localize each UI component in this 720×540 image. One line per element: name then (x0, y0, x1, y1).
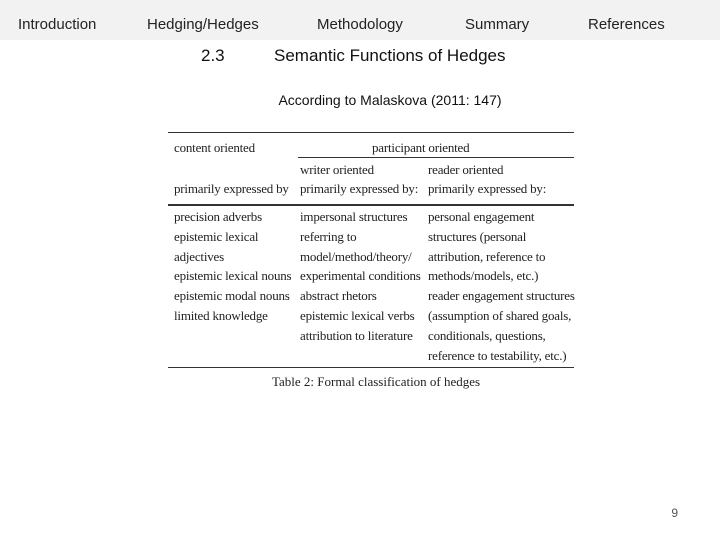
expressed-by-writer: primarily expressed by: (300, 181, 419, 196)
table-cell: reference to testability, etc.) (428, 347, 567, 363)
header-participant-oriented: participant oriented (372, 140, 470, 155)
hedges-classification-table (168, 130, 574, 400)
table-bottom-rule (168, 367, 574, 368)
table-cell: referring to (300, 228, 357, 244)
nav-item-methodology[interactable]: Methodology (317, 16, 403, 33)
table-cell: reader engagement structures (428, 288, 575, 304)
table-cell: attribution to literature (300, 327, 413, 343)
nav-item-introduction[interactable]: Introduction (18, 16, 97, 33)
table-cell: model/method/theory/ (300, 248, 412, 264)
nav-item-hedging[interactable]: Hedging/Hedges (147, 16, 259, 33)
table-cell: epistemic lexical nouns (174, 268, 292, 284)
expressed-by-content: primarily expressed by (174, 181, 289, 196)
nav-item-summary[interactable]: Summary (465, 16, 530, 33)
content-oriented-column (174, 207, 291, 326)
table-cell: epistemic lexical verbs (300, 307, 415, 323)
table-cell: abstract rhetors (300, 288, 377, 304)
table-cell: precision adverbs (174, 209, 262, 224)
page-number: 9 (671, 506, 678, 520)
subheader-writer-oriented: writer oriented (300, 162, 374, 177)
table-cell: epistemic modal nouns (174, 288, 290, 304)
table-caption: Table 2: Formal classification of hedges (272, 374, 481, 389)
table-cell: (assumption of shared goals, (428, 307, 572, 323)
table-cell: structures (personal (428, 228, 527, 244)
table-cell: experimental conditions (300, 268, 421, 284)
writer-oriented-column (300, 207, 421, 346)
table-cell: limited knowledge (174, 307, 268, 323)
subheader-reader-oriented: reader oriented (428, 162, 504, 177)
table-cell: impersonal structures (300, 209, 408, 224)
header-content-oriented: content oriented (174, 140, 255, 155)
participant-rule (298, 157, 574, 158)
table-cell: attribution, reference to (428, 248, 546, 264)
section-number: 2.3 (201, 46, 225, 65)
table-cell: adjectives (174, 248, 224, 264)
reader-oriented-column (428, 207, 575, 365)
top-navigation-bar (0, 0, 720, 40)
table-cell: epistemic lexical (174, 228, 259, 244)
table-top-rule (168, 132, 574, 133)
section-title: Semantic Functions of Hedges (274, 46, 506, 65)
expressed-by-reader: primarily expressed by: (428, 181, 547, 196)
source-citation: According to Malaskova (2011: 147) (278, 92, 502, 108)
table-mid-rule (168, 204, 574, 206)
table-cell: personal engagement (428, 209, 535, 224)
table-cell: methods/models, etc.) (428, 268, 539, 284)
nav-item-references[interactable]: References (588, 16, 665, 33)
table-cell: conditionals, questions, (428, 327, 546, 343)
